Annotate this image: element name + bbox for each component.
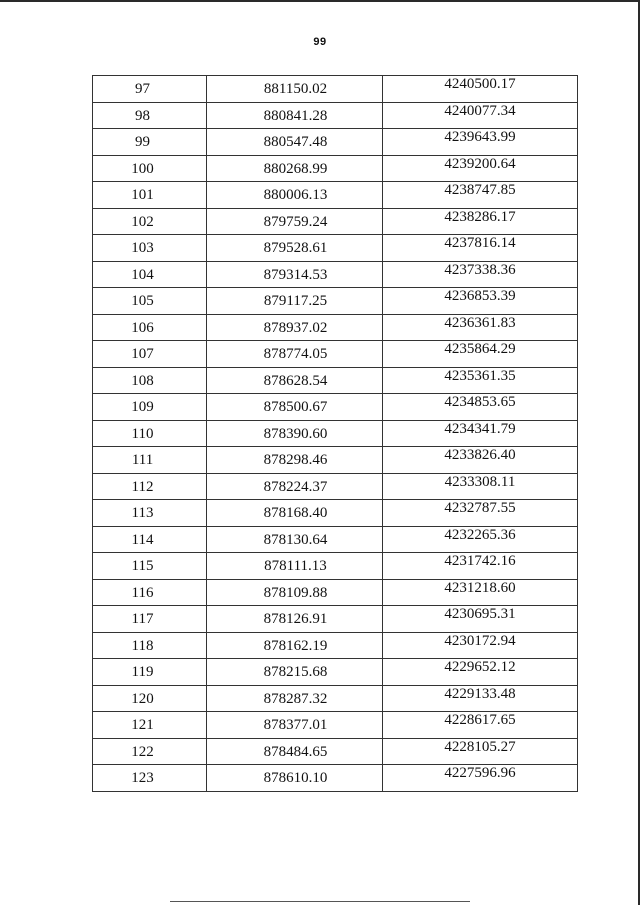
point-number-cell: [93, 208, 207, 235]
table-row: [93, 129, 578, 156]
y-coordinate-value: 4234853.65: [444, 394, 516, 411]
y-coordinate-cell: [382, 314, 577, 341]
table-row: [93, 500, 578, 527]
point-number-value: 123: [131, 770, 154, 787]
table-row: [93, 765, 578, 792]
y-coordinate-value: 4240077.34: [444, 102, 516, 119]
x-coordinate-value: 878298.46: [263, 452, 328, 469]
point-number-cell: [93, 685, 207, 712]
page-number: 99: [313, 36, 327, 48]
table-row: [93, 394, 578, 421]
y-coordinate-value: 4237816.14: [444, 235, 516, 252]
table-row: [93, 341, 578, 368]
table-row: [93, 526, 578, 553]
point-number-cell: [93, 314, 207, 341]
x-coordinate-cell: [207, 632, 383, 659]
point-number-cell: [93, 182, 207, 209]
y-coordinate-cell: [382, 712, 577, 739]
y-coordinate-value: 4238747.85: [444, 182, 516, 199]
y-coordinate-cell: [382, 659, 577, 686]
y-coordinate-value: 4227596.96: [444, 765, 516, 782]
table-row: [93, 288, 578, 315]
y-coordinate-value: 4231218.60: [444, 579, 516, 596]
x-coordinate-value: 878224.37: [263, 478, 328, 495]
point-number-value: 109: [131, 399, 154, 416]
point-number-cell: [93, 632, 207, 659]
point-number-cell: [93, 500, 207, 527]
point-number-cell: [93, 526, 207, 553]
y-coordinate-value: 4229133.48: [444, 685, 516, 702]
y-coordinate-value: 4228105.27: [444, 738, 516, 755]
table-row: [93, 606, 578, 633]
table-row: [93, 261, 578, 288]
point-number-cell: [93, 765, 207, 792]
point-number-cell: [93, 447, 207, 474]
x-coordinate-value: 879117.25: [263, 293, 328, 310]
x-coordinate-cell: [207, 155, 383, 182]
y-coordinate-value: 4230695.31: [444, 606, 516, 623]
x-coordinate-value: 878287.32: [263, 690, 328, 707]
y-coordinate-value: 4234341.79: [444, 420, 516, 437]
point-number-value: 120: [131, 690, 154, 707]
y-coordinate-cell: [382, 261, 577, 288]
point-number-value: 115: [131, 558, 154, 575]
y-coordinate-cell: [382, 394, 577, 421]
table-row: [93, 553, 578, 580]
y-coordinate-value: 4232787.55: [444, 500, 516, 517]
x-coordinate-value: 880006.13: [263, 187, 328, 204]
point-number-value: 114: [131, 531, 154, 548]
table-row: [93, 208, 578, 235]
x-coordinate-cell: [207, 712, 383, 739]
table-row: [93, 473, 578, 500]
point-number-value: 97: [135, 81, 151, 98]
x-coordinate-cell: [207, 553, 383, 580]
point-number-cell: [93, 579, 207, 606]
y-coordinate-value: 4232265.36: [444, 526, 516, 543]
y-coordinate-cell: [382, 606, 577, 633]
point-number-value: 102: [131, 213, 154, 230]
table-row: [93, 685, 578, 712]
point-number-cell: [93, 102, 207, 129]
y-coordinate-cell: [382, 129, 577, 156]
table-row: [93, 659, 578, 686]
y-coordinate-value: 4240500.17: [444, 76, 516, 93]
y-coordinate-cell: [382, 553, 577, 580]
x-coordinate-value: 878126.91: [263, 611, 328, 628]
x-coordinate-value: 879314.53: [263, 266, 328, 283]
x-coordinate-value: 878162.19: [263, 637, 328, 654]
y-coordinate-value: 4239643.99: [444, 129, 516, 146]
y-coordinate-value: 4228617.65: [444, 712, 516, 729]
table-row: [93, 579, 578, 606]
point-number-value: 98: [135, 107, 151, 124]
point-number-cell: [93, 659, 207, 686]
point-number-value: 101: [131, 187, 154, 204]
table-row: [93, 420, 578, 447]
table-row: [93, 738, 578, 765]
x-coordinate-cell: [207, 579, 383, 606]
x-coordinate-cell: [207, 394, 383, 421]
x-coordinate-cell: [207, 314, 383, 341]
point-number-cell: [93, 553, 207, 580]
y-coordinate-cell: [382, 367, 577, 394]
point-number-cell: [93, 288, 207, 315]
x-coordinate-value: 878500.67: [263, 399, 328, 416]
x-coordinate-cell: [207, 420, 383, 447]
point-number-cell: [93, 341, 207, 368]
y-coordinate-cell: [382, 579, 577, 606]
y-coordinate-value: 4235361.35: [444, 367, 516, 384]
point-number-value: 113: [131, 505, 154, 522]
x-coordinate-value: 878610.10: [263, 770, 328, 787]
point-number-value: 106: [131, 319, 154, 336]
point-number-cell: [93, 155, 207, 182]
point-number-value: 121: [131, 717, 154, 734]
x-coordinate-value: 879528.61: [263, 240, 328, 257]
point-number-cell: [93, 235, 207, 262]
x-coordinate-value: 878774.05: [263, 346, 328, 363]
x-coordinate-cell: [207, 473, 383, 500]
point-number-value: 108: [131, 372, 154, 389]
x-coordinate-value: 878130.64: [263, 531, 328, 548]
y-coordinate-cell: [382, 235, 577, 262]
y-coordinate-value: 4229652.12: [444, 659, 516, 676]
table-body: [93, 76, 578, 792]
scan-edge-bottom: [170, 901, 470, 902]
x-coordinate-value: 878215.68: [263, 664, 328, 681]
x-coordinate-cell: [207, 685, 383, 712]
y-coordinate-cell: [382, 76, 577, 103]
point-number-value: 119: [131, 664, 154, 681]
y-coordinate-cell: [382, 155, 577, 182]
point-number-value: 110: [131, 425, 154, 442]
point-number-cell: [93, 367, 207, 394]
point-number-cell: [93, 738, 207, 765]
x-coordinate-cell: [207, 606, 383, 633]
x-coordinate-value: 878484.65: [263, 743, 328, 760]
y-coordinate-cell: [382, 765, 577, 792]
table-row: [93, 76, 578, 103]
y-coordinate-cell: [382, 182, 577, 209]
point-number-value: 103: [131, 240, 154, 257]
point-number-cell: [93, 261, 207, 288]
x-coordinate-cell: [207, 765, 383, 792]
point-number-value: 117: [131, 611, 154, 628]
y-coordinate-cell: [382, 738, 577, 765]
x-coordinate-cell: [207, 129, 383, 156]
table-row: [93, 102, 578, 129]
y-coordinate-value: 4235864.29: [444, 341, 516, 358]
x-coordinate-value: 878377.01: [263, 717, 328, 734]
table-row: [93, 367, 578, 394]
x-coordinate-cell: [207, 447, 383, 474]
y-coordinate-value: 4237338.36: [444, 261, 516, 278]
x-coordinate-cell: [207, 659, 383, 686]
point-number-cell: [93, 129, 207, 156]
x-coordinate-cell: [207, 208, 383, 235]
y-coordinate-cell: [382, 420, 577, 447]
point-number-value: 99: [135, 134, 151, 151]
x-coordinate-value: 881150.02: [263, 81, 328, 98]
x-coordinate-cell: [207, 367, 383, 394]
table-row: [93, 182, 578, 209]
x-coordinate-cell: [207, 182, 383, 209]
y-coordinate-cell: [382, 632, 577, 659]
x-coordinate-cell: [207, 288, 383, 315]
x-coordinate-value: 879759.24: [263, 213, 328, 230]
x-coordinate-value: 878168.40: [263, 505, 328, 522]
x-coordinate-value: 878111.13: [264, 558, 327, 575]
point-number-cell: [93, 606, 207, 633]
point-number-cell: [93, 712, 207, 739]
x-coordinate-value: 878390.60: [263, 425, 328, 442]
point-number-value: 111: [131, 452, 154, 469]
table-row: [93, 447, 578, 474]
point-number-value: 112: [131, 478, 154, 495]
y-coordinate-cell: [382, 500, 577, 527]
y-coordinate-cell: [382, 102, 577, 129]
y-coordinate-cell: [382, 526, 577, 553]
x-coordinate-cell: [207, 500, 383, 527]
point-number-value: 107: [131, 346, 154, 363]
table-row: [93, 314, 578, 341]
point-number-value: 104: [131, 266, 154, 283]
point-number-value: 118: [131, 637, 154, 654]
x-coordinate-cell: [207, 235, 383, 262]
x-coordinate-value: 880547.48: [263, 134, 328, 151]
y-coordinate-value: 4233826.40: [444, 447, 516, 464]
y-coordinate-cell: [382, 341, 577, 368]
point-number-cell: [93, 394, 207, 421]
table-row: [93, 712, 578, 739]
y-coordinate-value: 4236853.39: [444, 288, 516, 305]
table-row: [93, 632, 578, 659]
point-number-cell: [93, 76, 207, 103]
x-coordinate-value: 878109.88: [263, 584, 328, 601]
x-coordinate-value: 880268.99: [263, 160, 328, 177]
y-coordinate-cell: [382, 208, 577, 235]
point-number-value: 116: [131, 584, 154, 601]
y-coordinate-value: 4239200.64: [444, 155, 516, 172]
y-coordinate-cell: [382, 473, 577, 500]
y-coordinate-value: 4231742.16: [444, 553, 516, 570]
x-coordinate-value: 878628.54: [263, 372, 328, 389]
y-coordinate-value: 4230172.94: [444, 632, 516, 649]
y-coordinate-cell: [382, 447, 577, 474]
table-row: [93, 155, 578, 182]
x-coordinate-cell: [207, 261, 383, 288]
x-coordinate-cell: [207, 526, 383, 553]
x-coordinate-value: 878937.02: [263, 319, 328, 336]
table-row: [93, 235, 578, 262]
y-coordinate-cell: [382, 685, 577, 712]
y-coordinate-value: 4238286.17: [444, 208, 516, 225]
x-coordinate-value: 880841.28: [263, 107, 328, 124]
y-coordinate-value: 4236361.83: [444, 314, 516, 331]
y-coordinate-value: 4233308.11: [444, 473, 516, 490]
scan-edge-top: [0, 0, 640, 2]
point-number-cell: [93, 473, 207, 500]
y-coordinate-cell: [382, 288, 577, 315]
x-coordinate-cell: [207, 738, 383, 765]
point-number-value: 122: [131, 743, 154, 760]
point-number-cell: [93, 420, 207, 447]
point-number-value: 100: [131, 160, 154, 177]
x-coordinate-cell: [207, 76, 383, 103]
x-coordinate-cell: [207, 102, 383, 129]
coordinates-table: [92, 75, 578, 792]
point-number-value: 105: [131, 293, 154, 310]
x-coordinate-cell: [207, 341, 383, 368]
